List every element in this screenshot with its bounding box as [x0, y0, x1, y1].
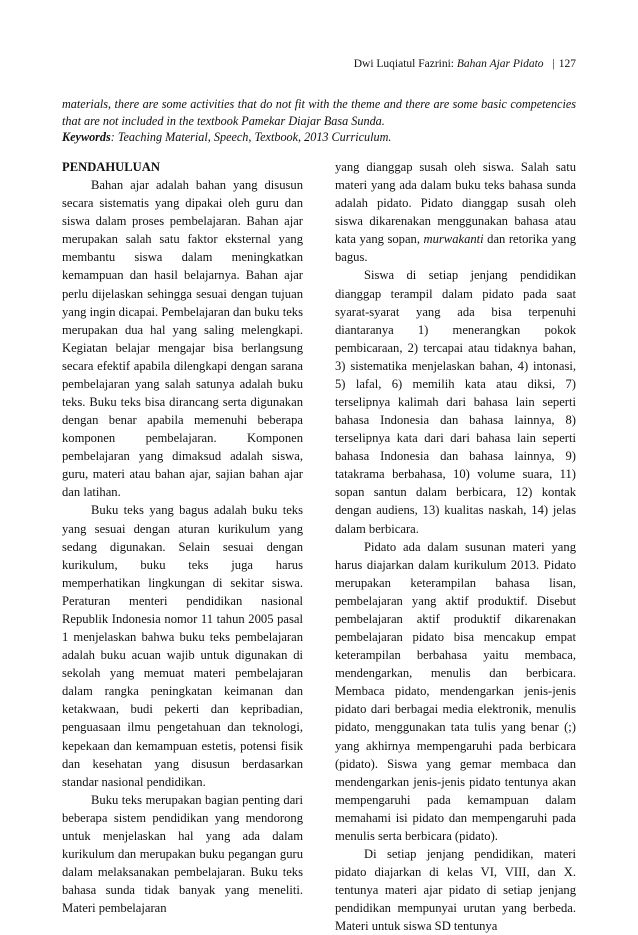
running-header	[354, 57, 576, 71]
keywords-line	[62, 129, 576, 146]
page-number: 127	[558, 58, 576, 70]
paragraph: Buku teks yang bagus adalah buku teks yang sesuai dengan aturan kurikulum yang sedang digunakan. Selain sesuai dengan kurikulum, buku teks juga harus memperhatikan lingkungan di sekitar siswa. Peraturan menteri pendidikan nasional Republik Indonesia nomor 11 tahun 2005 pasal 1 menjelaskan bahwa buku teks pembelajaran adalah buku acuan wajib untuk digunakan di sekolah yang memuat materi pembelajaran dalam rangka peningkatan keimanan dan ketakwaan, budi pekerti dan kepribadian, penguasaan ilmu pengetahuan dan teknologi, kepekaan dan kemampuan estetis, potensi fisik dan kesehatan yang disusun berdasarkan standar nasional pendidikan.	[62, 503, 303, 789]
section-heading: PENDAHULUAN	[62, 160, 160, 174]
abstract-continuation: materials, there are some activities that do not fit with the theme and there are some basic competencies that are not included in the textbook Pamekar Diajar Basa Sunda.	[62, 97, 576, 128]
paragraph: Pidato ada dalam susunan materi yang harus diajarkan dalam kurikulum 2013. Pidato merupakan keterampilan bahasa lisan, pembelajaran yang aktif produktif. Disebut pembelajaran aktif produktif dikarenakan pembelajaran pidato bisa mencakup empat keterampilan berbahasa yaitu membaca, mendengarkan, menulis dan berbicara. Membaca pidato, mendengarkan jenis-jenis pidato dari berbagai media elektronik, menulis pidato, menggunakan tata tulis yang benar (;) yang akhirnya mempengaruhi pada berbicara (pidato). Siswa yang gemar membaca dan mendengarkan jenis-jenis pidato tentunya akan mempengaruhi pada kemampuan dalam memahami isi pidato dan mempengaruhi pada menulis serta berbicara (pidato).	[335, 539, 576, 843]
header-separator: |	[552, 58, 555, 70]
right-column	[335, 158, 576, 935]
italic-term: murwakanti	[423, 232, 484, 247]
paragraph: Di setiap jenjang pendidikan, materi pidato diajarkan di kelas VI, VIII, dan X. tentunya materi ajar pidato di setiap jenjang pendidikan mempunyai urutan yang berbeda. Materi untuk siswa SD tentunya	[335, 846, 576, 934]
paragraph-text: yang dianggap susah oleh siswa. Salah satu materi yang ada dalam buku teks bahasa sunda adalah pidato. Pidato dianggap susah oleh siswa dikarenakan menggunakan bahasa atau kata yang sopan,	[335, 160, 576, 247]
paragraph: Buku teks merupakan bagian penting dari beberapa sistem pendidikan yang mendorong untuk menjelaskan hal yang ada dalam kurikulum dan merupakan buku pegangan guru dalam melaksanakan pembelajaran. Buku teks bahasa sunda tidak banyak yang meneliti. Materi pembelajaran	[62, 792, 303, 916]
left-column	[62, 158, 303, 917]
paragraph: Siswa di setiap jenjang pendidikan dianggap terampil dalam pidato pada saat syarat-syarat yang ada bisa terpenuhi diantaranya 1) menerangkan pokok pembicaraan, 2) tercapai atau tidaknya bahan, 3) sistematika menjelaskan bahan, 4) intonasi, 5) lafal, 6) memilih kata atau diksi, 7) terselipnya kalimah dari bahasa lain seperti bahasa Indonesia dan bahasa lainnya, 8) terselipnya kata dari dari bahasa lain seperti bahasa Indonesia dan bahasa lainnya, 9) tatakrama berbahasa, 10) volume suara, 11) sopan santun dalam berbicara, 12) kontak dengan audiens, 13) kualitas naskah, 14) jelas dalam berbicara.	[335, 268, 576, 536]
keywords-text: : Teaching Material, Speech, Textbook, 2013 Curriculum.	[110, 130, 392, 144]
paragraph-text: dan retorika yang bagus.	[335, 232, 576, 265]
paragraph: Bahan ajar adalah bahan yang disusun secara sistematis yang dipakai oleh guru dan siswa dalam proses pembelajaran. Bahan ajar merupakan salah satu faktor eksternal yang membantu siswa dalam meningkatkan kemampuan dan hasil belajarnya. Bahan ajar perlu dijelaskan sehingga sesuai dengan tujuan yang ingin dicapai. Pembelajaran dan buku teks merupakan dua hal yang saling melengkapi. Kegiatan belajar mengajar bisa berlangsung secara efektif apabila dilengkapi dengan sarana pembelajaran yang salah satunya adalah buku teks. Buku teks bisa dirancang serta digunakan dengan benar apabila memenuhi beberapa komponen pembelajaran. Komponen pembelajaran yang dimaksud adalah siswa, guru, materi atau bahan ajar, sajian bahan ajar dan latihan.	[62, 178, 303, 500]
paragraph	[335, 158, 576, 266]
keywords-label: Keywords	[62, 130, 111, 144]
header-journal-title: Bahan Ajar Pidato	[456, 58, 544, 70]
abstract-block	[62, 96, 576, 146]
header-authors: Dwi Luqiatul Fazrini:	[353, 58, 454, 70]
